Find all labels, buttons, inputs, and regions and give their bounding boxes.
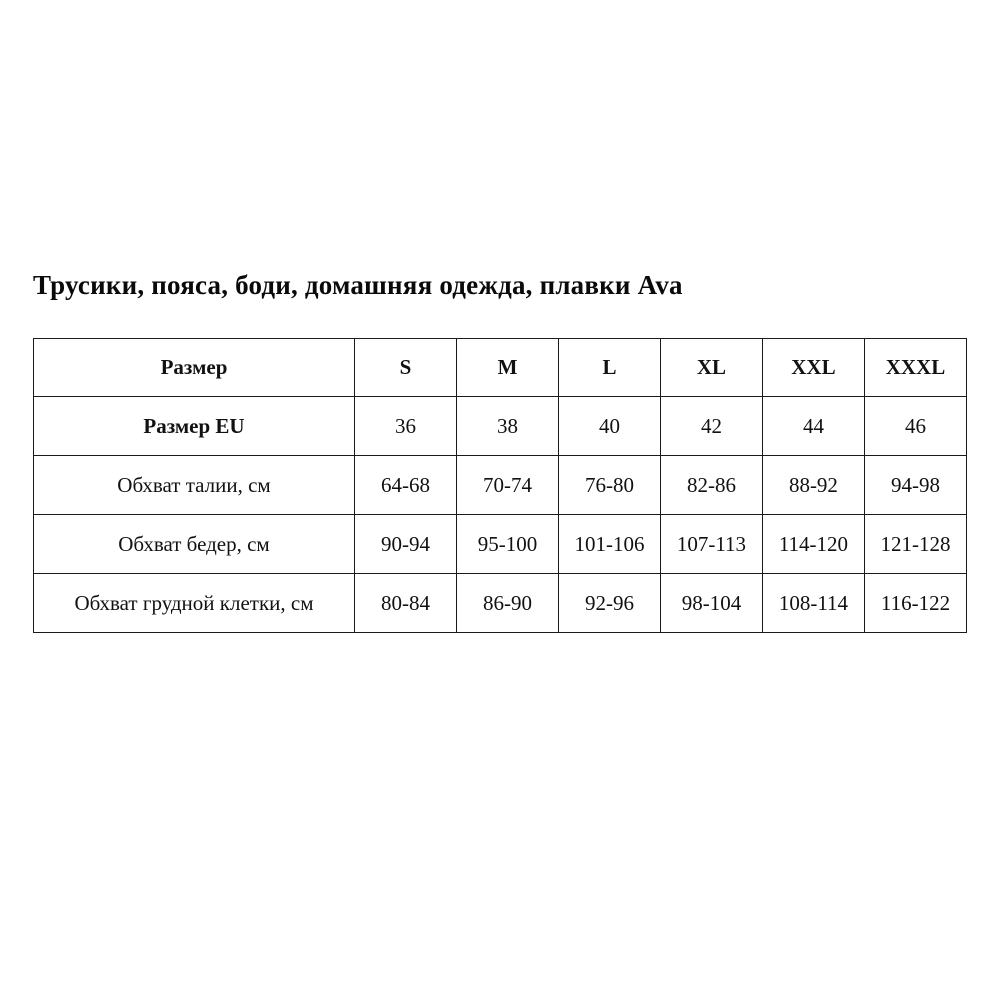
- table-cell: 107-113: [660, 515, 762, 574]
- table-cell: 42: [660, 397, 762, 456]
- page-title: Трусики, пояса, боди, домашняя одежда, плавки Ava: [33, 270, 683, 300]
- table-cell: M: [457, 339, 559, 397]
- table-cell: 80-84: [355, 574, 457, 633]
- table-cell: 40: [558, 397, 660, 456]
- table-row: [34, 574, 967, 633]
- table-cell: 86-90: [457, 574, 559, 633]
- table-cell: 98-104: [660, 574, 762, 633]
- table-cell: L: [558, 339, 660, 397]
- table-cell: 94-98: [864, 456, 966, 515]
- table-cell: 92-96: [558, 574, 660, 633]
- table-cell: 90-94: [355, 515, 457, 574]
- table-cell: XXL: [762, 339, 864, 397]
- row-label: Обхват грудной клетки, см: [34, 574, 355, 633]
- table-cell: 46: [864, 397, 966, 456]
- table-cell: XL: [660, 339, 762, 397]
- table-cell: 38: [457, 397, 559, 456]
- table-cell: 101-106: [558, 515, 660, 574]
- row-label: Размер: [34, 339, 355, 397]
- row-label: Обхват бедер, см: [34, 515, 355, 574]
- table-row: [34, 339, 967, 397]
- table-cell: 88-92: [762, 456, 864, 515]
- table-cell: 114-120: [762, 515, 864, 574]
- size-chart-table: [33, 338, 967, 633]
- table-cell: 76-80: [558, 456, 660, 515]
- table-cell: 95-100: [457, 515, 559, 574]
- table-cell: 36: [355, 397, 457, 456]
- row-label: Размер EU: [34, 397, 355, 456]
- table-cell: 116-122: [864, 574, 966, 633]
- table-cell: 44: [762, 397, 864, 456]
- table-cell: 108-114: [762, 574, 864, 633]
- table-cell: 121-128: [864, 515, 966, 574]
- table-cell: 70-74: [457, 456, 559, 515]
- table-row: [34, 456, 967, 515]
- row-label: Обхват талии, см: [34, 456, 355, 515]
- table-cell: 64-68: [355, 456, 457, 515]
- table-cell: S: [355, 339, 457, 397]
- table-cell: XXXL: [864, 339, 966, 397]
- table-cell: 82-86: [660, 456, 762, 515]
- table-row: [34, 397, 967, 456]
- table-row: [34, 515, 967, 574]
